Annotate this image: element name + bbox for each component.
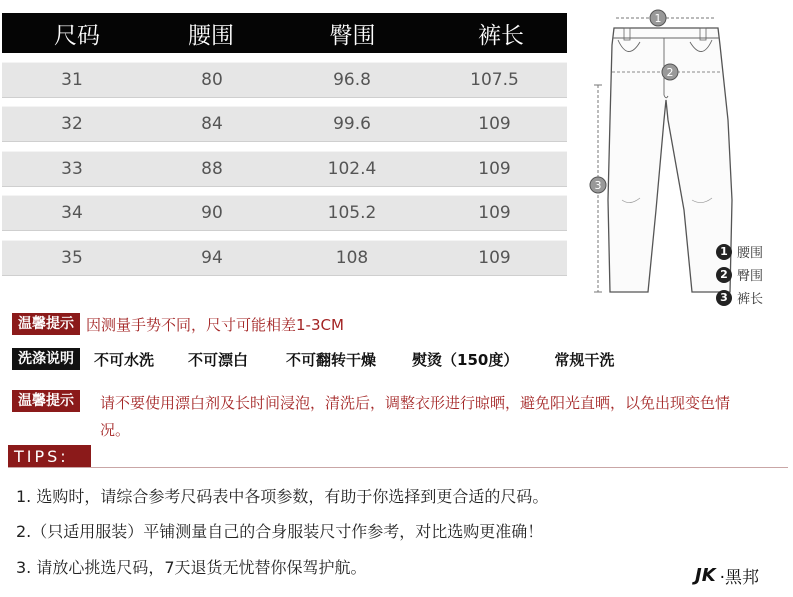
brand-logo	[695, 563, 759, 588]
tip-text: 因测量手势不同，尺寸可能相差1-3CM	[86, 315, 344, 334]
header-hip: 臀围	[329, 22, 376, 49]
legend-label: 腰围	[737, 246, 764, 261]
cell-waist: 88	[201, 158, 223, 179]
cell-size: 34	[61, 203, 83, 223]
cell-hip: 105.2	[327, 203, 377, 223]
tips-note: 2.（只适用服装）平铺测量自己的合身服装尺寸作参考，对比选购更准确！	[16, 522, 544, 541]
tip-text: 请不要使用漂白剂及长时间浸泡，清洗后，调整衣形进行晾晒，避免阳光直晒，以免出现变色情况。	[100, 394, 731, 439]
cell-size: 35	[61, 247, 83, 268]
cell-waist: 94	[201, 247, 223, 268]
cell-waist: 84	[201, 114, 223, 134]
cell-hip: 96.8	[333, 69, 371, 90]
cell-size: 33	[61, 158, 83, 179]
legend-number: 1	[716, 244, 732, 260]
care-tip	[12, 390, 731, 439]
table-row	[2, 195, 567, 231]
cell-size: 31	[61, 69, 83, 90]
brand-name: ·黑邦	[719, 568, 760, 588]
table-row	[2, 240, 567, 276]
wash-item: 不可翻转干燥	[286, 350, 377, 369]
cell-waist: 90	[201, 203, 223, 223]
legend-item	[716, 286, 763, 309]
tips-divider	[8, 467, 788, 468]
legend-item	[716, 240, 763, 263]
cell-hip: 102.4	[327, 158, 377, 179]
tips-note: 1. 选购时，请综合参考尺码表中各项参数，有助于你选择到更合适的尺码。	[16, 487, 549, 506]
cell-hip: 99.6	[333, 114, 371, 134]
cell-length: 109	[478, 247, 511, 268]
marker-1	[650, 10, 666, 26]
cell-length: 109	[478, 158, 511, 179]
marker-3	[590, 177, 606, 193]
table-row	[2, 151, 567, 187]
legend-label: 裤长	[737, 292, 764, 307]
cell-size: 32	[61, 114, 83, 134]
wash-item: 熨烫（150度）	[412, 350, 519, 369]
svg-text:3: 3	[594, 179, 602, 192]
cell-hip: 108	[335, 247, 369, 268]
legend-number: 2	[716, 267, 732, 283]
table-row	[2, 106, 567, 142]
header-waist: 腰围	[188, 22, 234, 49]
washing-instructions	[12, 348, 614, 370]
brand-mark: JK	[695, 565, 716, 586]
cell-length: 109	[478, 203, 511, 223]
tip-tag: 温馨提示	[12, 390, 80, 412]
measurement-legend	[716, 240, 763, 309]
header-length: 裤长	[478, 22, 524, 49]
cell-waist: 80	[201, 69, 223, 90]
tip-tag: 温馨提示	[12, 313, 80, 335]
measurement-tip	[12, 313, 344, 335]
wash-item: 不可水洗	[94, 350, 155, 369]
cell-length: 109	[478, 114, 511, 134]
svg-text:1: 1	[654, 12, 662, 25]
svg-text:2: 2	[666, 66, 674, 79]
table-row	[2, 62, 567, 98]
size-table	[2, 13, 567, 276]
wash-tag: 洗涤说明	[12, 348, 80, 370]
marker-2	[662, 64, 678, 80]
table-header	[2, 13, 567, 53]
cell-length: 107.5	[470, 69, 519, 90]
tips-title: TIPS:	[8, 445, 91, 468]
legend-item	[716, 263, 763, 286]
legend-label: 臀围	[737, 269, 764, 284]
wash-item: 不可漂白	[188, 350, 249, 369]
wash-item: 常规干洗	[554, 350, 615, 369]
legend-number: 3	[716, 290, 732, 306]
header-size: 尺码	[54, 22, 100, 49]
tips-note: 3. 请放心挑选尺码，7天退货无忧替你保驾护航。	[16, 558, 367, 577]
